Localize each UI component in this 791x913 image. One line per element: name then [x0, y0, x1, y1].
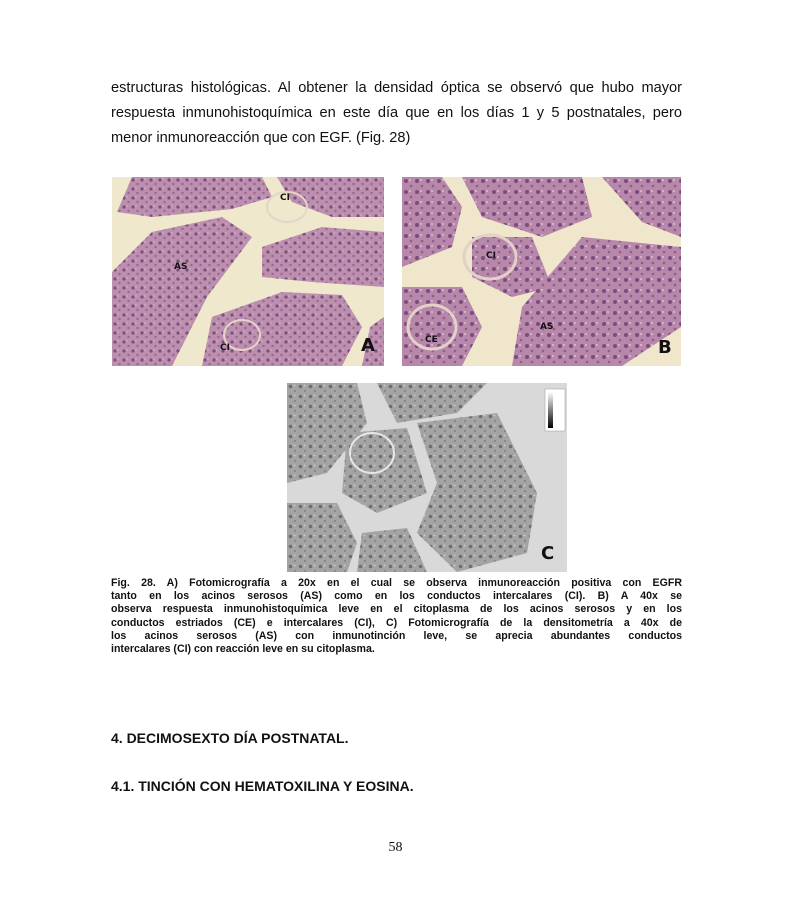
- micrograph-b: [402, 177, 681, 366]
- panel-label-a: A: [361, 335, 375, 356]
- page-number: 58: [388, 840, 403, 855]
- panel-label-c: C: [541, 543, 555, 564]
- label-ce: CE: [425, 335, 438, 345]
- label-as: AS: [540, 322, 554, 332]
- panel-label-b: B: [658, 337, 672, 358]
- caption-line: tanto en los acinos serosos (AS) como en los conductos intercalares (CI). B) A 40x se: [111, 590, 682, 603]
- figure-caption: [111, 577, 682, 656]
- caption-line: Fig. 28. A) Fotomicrografía a 20x en el cual se observa inmunoreacción positiva con EGFR: [111, 577, 682, 589]
- label-ci-bottom: CI: [220, 343, 230, 353]
- micrograph-a: [112, 177, 384, 366]
- section-heading-4-1: 4.1. TINCIÓN CON HEMATOXILINA Y EOSINA.: [111, 778, 414, 794]
- paragraph-line: menor inmunoreacción que con EGF. (Fig. 28): [111, 130, 411, 146]
- paragraph-line: estructuras histológicas. Al obtener la densidad óptica se observó que hubo mayor: [111, 80, 682, 96]
- label-as: AS: [174, 262, 188, 272]
- section-heading-4: 4. DECIMOSEXTO DÍA POSTNATAL.: [111, 730, 349, 746]
- densitometry-c: [287, 383, 567, 572]
- caption-line: los acinos serosos (AS) con inmunotinción leve, se aprecia abundantes conductos: [111, 629, 682, 642]
- caption-line: observa respuesta inmunohistoquímica leve en el citoplasma de los acinos serosos y en los: [111, 603, 682, 616]
- caption-line: intercalares (CI) con reacción leve en su citoplasma.: [111, 643, 375, 656]
- body-paragraph: [111, 76, 682, 151]
- caption-line: conductos estriados (CE) e intercalares (CI), C) Fotomicrografía de la densitometría a 40x de: [111, 616, 682, 629]
- label-ci-top: CI: [280, 193, 290, 203]
- paragraph-line: respuesta inmunohistoquímica en este día que en los días 1 y 5 postnatales, pero: [111, 105, 682, 121]
- label-ci: CI: [486, 251, 496, 261]
